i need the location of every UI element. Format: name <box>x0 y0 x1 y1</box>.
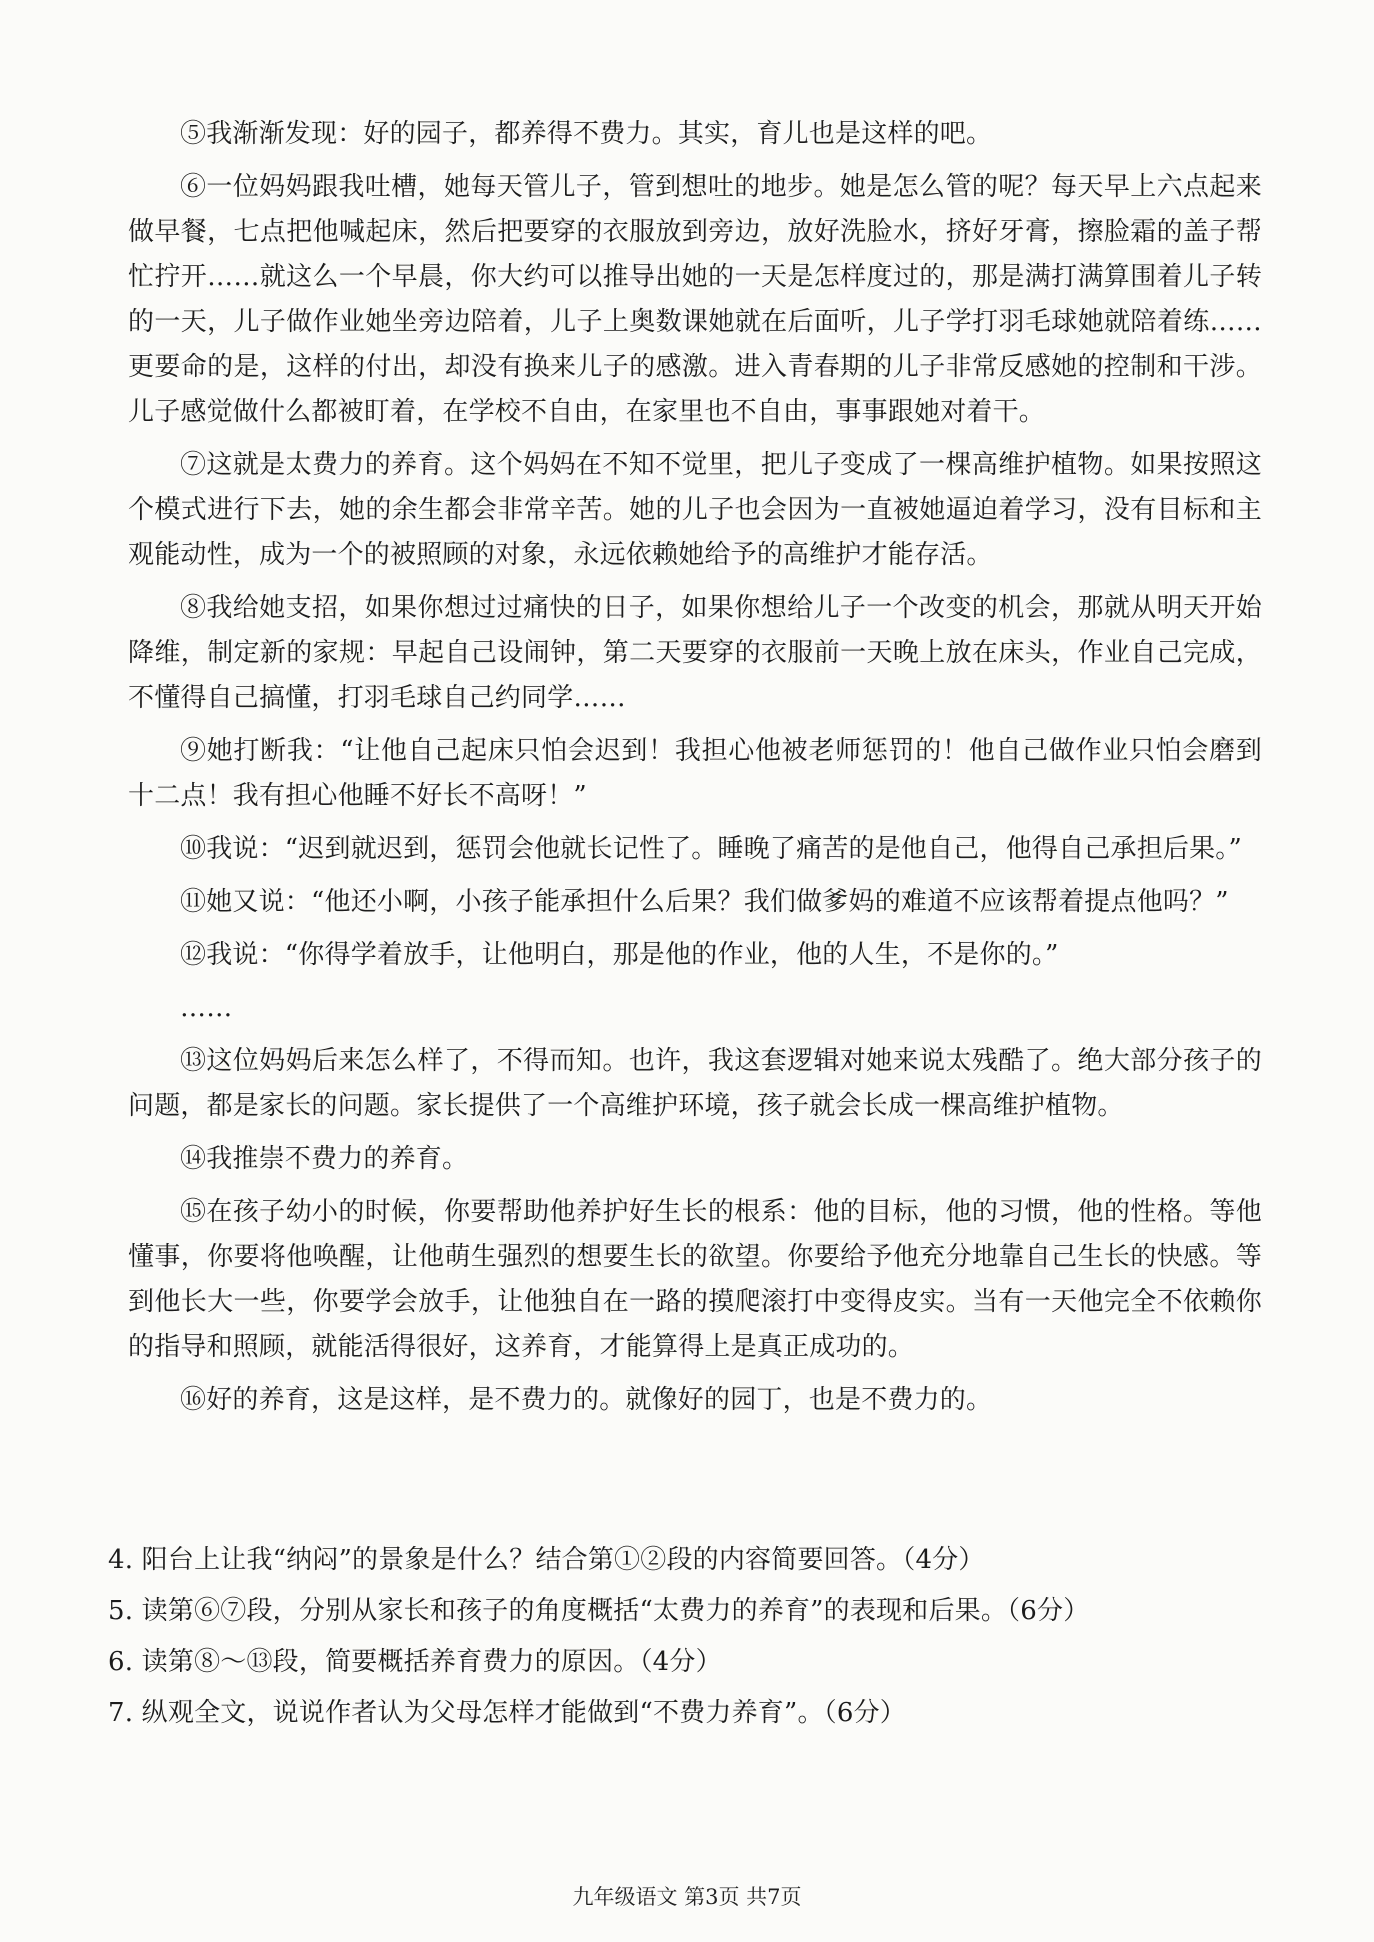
reading-passage <box>128 112 1262 1431</box>
paragraph-8: ⑧我给她支招，如果你想过过痛快的日子，如果你想给儿子一个改变的机会，那就从明天开始降维，制定新的家规：早起自己设闹钟，第二天要穿的衣服前一天晚上放在床头，作业自己完成，不懂得自己搞懂，打羽毛球自己约同学…… <box>128 593 1262 713</box>
paragraph-6: ⑥一位妈妈跟我吐槽，她每天管儿子，管到想吐的地步。她是怎么管的呢？每天早上六点起来做早餐，七点把他喊起床，然后把要穿的衣服放到旁边，放好洗脸水，挤好牙膏，擦脸霜的盖子帮忙拧开……就这么一个早晨，你大约可以推导出她的一天是怎样度过的，那是满打满算围着儿子转的一天，儿子做作业她坐旁边陪着，儿子上奥数课她就在后面听，儿子学打羽毛球她就陪着练……更要命的是，这样的付出，却没有换来儿子的感激。进入青春期的儿子非常反感她的控制和干涉。儿子感觉做什么都被盯着，在学校不自由，在家里也不自由，事事跟她对着干。 <box>128 172 1262 427</box>
paragraph-13: ⑬这位妈妈后来怎么样了，不得而知。也许，我这套逻辑对她来说太残酷了。绝大部分孩子的问题，都是家长的问题。家长提供了一个高维护环境，孩子就会长成一棵高维护植物。 <box>128 1046 1262 1121</box>
paragraph-16: ⑯好的养育，这是这样，是不费力的。就像好的园丁，也是不费力的。 <box>180 1385 993 1415</box>
paragraph-15: ⑮在孩子幼小的时候，你要帮助他养护好生长的根系：他的目标，他的习惯，他的性格。等他懂事，你要将他唤醒，让他萌生强烈的想要生长的欲望。你要给予他充分地靠自己生长的快感。等到他长大一些，你要学会放手，让他独自在一路的摸爬滚打中变得皮实。当有一天他完全不依赖你的指导和照顾，就能活得很好，这养育，才能算得上是真正成功的。 <box>128 1197 1262 1362</box>
paragraph-7: ⑦这就是太费力的养育。这个妈妈在不知不觉里，把儿子变成了一棵高维护植物。如果按照这个模式进行下去，她的余生都会非常辛苦。她的儿子也会因为一直被她逼迫着学习，没有目标和主观能动性，成为一个的被照顾的对象，永远依赖她给予的高维护才能存活。 <box>128 450 1262 570</box>
paragraph-14: ⑭我推崇不费力的养育。 <box>180 1144 469 1174</box>
question-list <box>108 1538 1268 1742</box>
question-6: 6. 读第⑧～⑬段，简要概括养育费力的原因。（4分） <box>108 1647 722 1677</box>
paragraph-5: ⑤我渐渐发现：好的园子，都养得不费力。其实，育儿也是这样的吧。 <box>180 119 993 149</box>
question-7: 7. 纵观全文，说说作者认为父母怎样才能做到“不费力养育”。（6分） <box>108 1698 906 1728</box>
question-4: 4. 阳台上让我“纳闷”的景象是什么？结合第①②段的内容简要回答。（4分） <box>108 1545 985 1575</box>
question-5: 5. 读第⑥⑦段，分别从家长和孩子的角度概括“太费力的养育”的表现和后果。（6分） <box>108 1596 1090 1626</box>
page-footer: 九年级语文 第3页 共7页 <box>572 1885 802 1909</box>
paragraph-12: ⑫我说：“你得学着放手，让他明白，那是他的作业，他的人生，不是你的。” <box>180 940 1059 970</box>
paragraph-9: ⑨她打断我：“让他自己起床只怕会迟到！我担心他被老师惩罚的！他自己做作业只怕会磨到十二点！我有担心他睡不好长不高呀！” <box>128 736 1262 811</box>
ellipsis-line: …… <box>180 993 233 1023</box>
paragraph-11: ⑪她又说：“他还小啊，小孩子能承担什么后果？我们做爹妈的难道不应该帮着提点他吗？” <box>180 887 1229 917</box>
paragraph-10: ⑩我说：“迟到就迟到，惩罚会他就长记性了。睡晚了痛苦的是他自己，他得自己承担后果。” <box>180 834 1242 864</box>
